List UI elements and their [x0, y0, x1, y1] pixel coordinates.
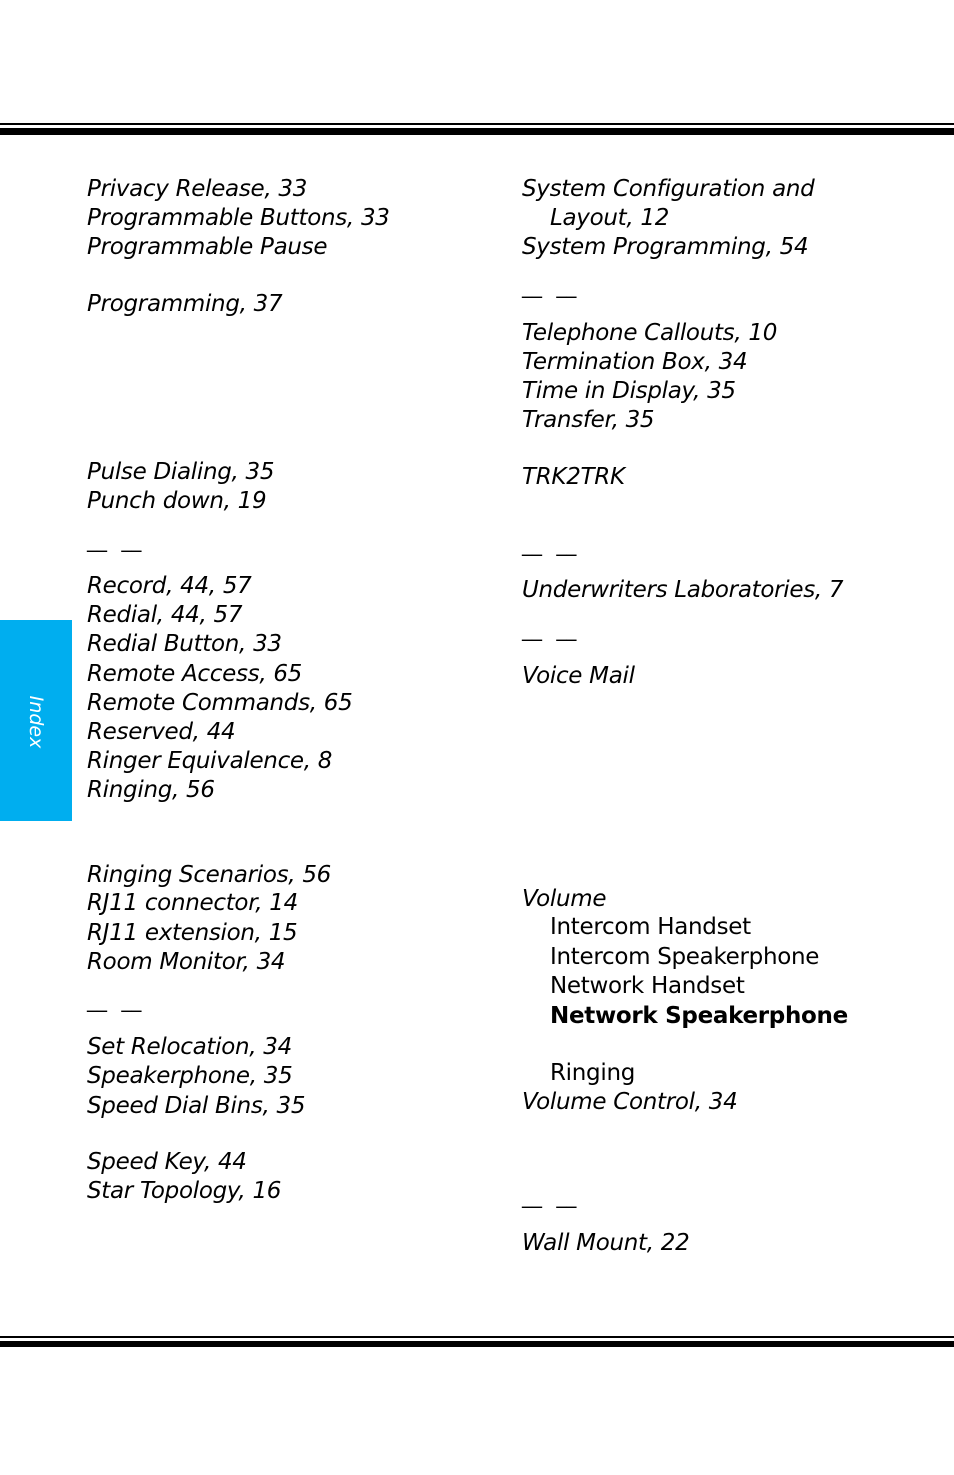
index-subentry: Network Handset — [550, 973, 745, 999]
index-entry: Programming, 37 — [87, 291, 283, 317]
index-entry: RJ11 extension, 15 — [87, 920, 298, 946]
letter-separator: __ __ — [522, 617, 577, 641]
index-entry: System Configuration and — [522, 176, 815, 202]
top-rule — [0, 123, 954, 135]
index-entry: Redial, 44, 57 — [87, 602, 243, 628]
index-entry: Remote Commands, 65 — [87, 690, 353, 716]
index-entry: Record, 44, 57 — [87, 573, 252, 599]
index-subentry: Intercom Speakerphone — [550, 944, 820, 970]
index-entry: Speed Key, 44 — [87, 1149, 247, 1175]
letter-separator: __ __ — [87, 988, 142, 1012]
index-entry: RJ11 connector, 14 — [87, 890, 298, 916]
index-entry: Underwriters Laboratories, 7 — [522, 577, 844, 603]
index-entry: Punch down, 19 — [87, 488, 267, 514]
side-tab-label: Index — [25, 695, 47, 749]
index-entry: Reserved, 44 — [87, 719, 236, 745]
index-entry: Set Relocation, 34 — [87, 1034, 292, 1060]
index-entry: Ringing Scenarios, 56 — [87, 862, 331, 888]
index-entry: TRK2TRK — [522, 464, 625, 490]
index-entry: Programmable Buttons, 33 — [87, 205, 390, 231]
index-subentry: Ringing — [550, 1060, 636, 1086]
index-entry: Speakerphone, 35 — [87, 1063, 293, 1089]
index-subentry-highlighted: Network Speakerphone — [550, 1003, 848, 1029]
letter-separator: __ __ — [87, 528, 142, 552]
index-entry: Wall Mount, 22 — [522, 1230, 690, 1256]
index-entry: Time in Display, 35 — [522, 378, 736, 404]
index-entry: Remote Access, 65 — [87, 661, 303, 687]
index-entry: Layout, 12 — [550, 205, 670, 231]
letter-separator: __ __ — [522, 1184, 577, 1208]
index-entry: Voice Mail — [522, 663, 635, 689]
index-entry: Room Monitor, 34 — [87, 949, 286, 975]
index-entry: Ringing, 56 — [87, 777, 215, 803]
index-entry: Pulse Dialing, 35 — [87, 459, 275, 485]
index-entry: Termination Box, 34 — [522, 349, 748, 375]
letter-separator: __ __ — [522, 532, 577, 556]
index-entry: System Programming, 54 — [522, 234, 809, 260]
index-entry: Ringer Equivalence, 8 — [87, 748, 333, 774]
index-entry: Telephone Callouts, 10 — [522, 320, 778, 346]
index-entry: Privacy Release, 33 — [87, 176, 308, 202]
index-entry: Star Topology, 16 — [87, 1178, 282, 1204]
index-entry: Programmable Pause — [87, 234, 328, 260]
index-subentry: Intercom Handset — [550, 914, 751, 940]
index-entry: Volume — [522, 886, 607, 912]
index-entry: Speed Dial Bins, 35 — [87, 1093, 306, 1119]
bottom-rule — [0, 1336, 954, 1347]
index-entry: Transfer, 35 — [522, 407, 655, 433]
index-entry: Volume Control, 34 — [522, 1089, 738, 1115]
index-entry: Redial Button, 33 — [87, 631, 282, 657]
letter-separator: __ __ — [522, 274, 577, 298]
